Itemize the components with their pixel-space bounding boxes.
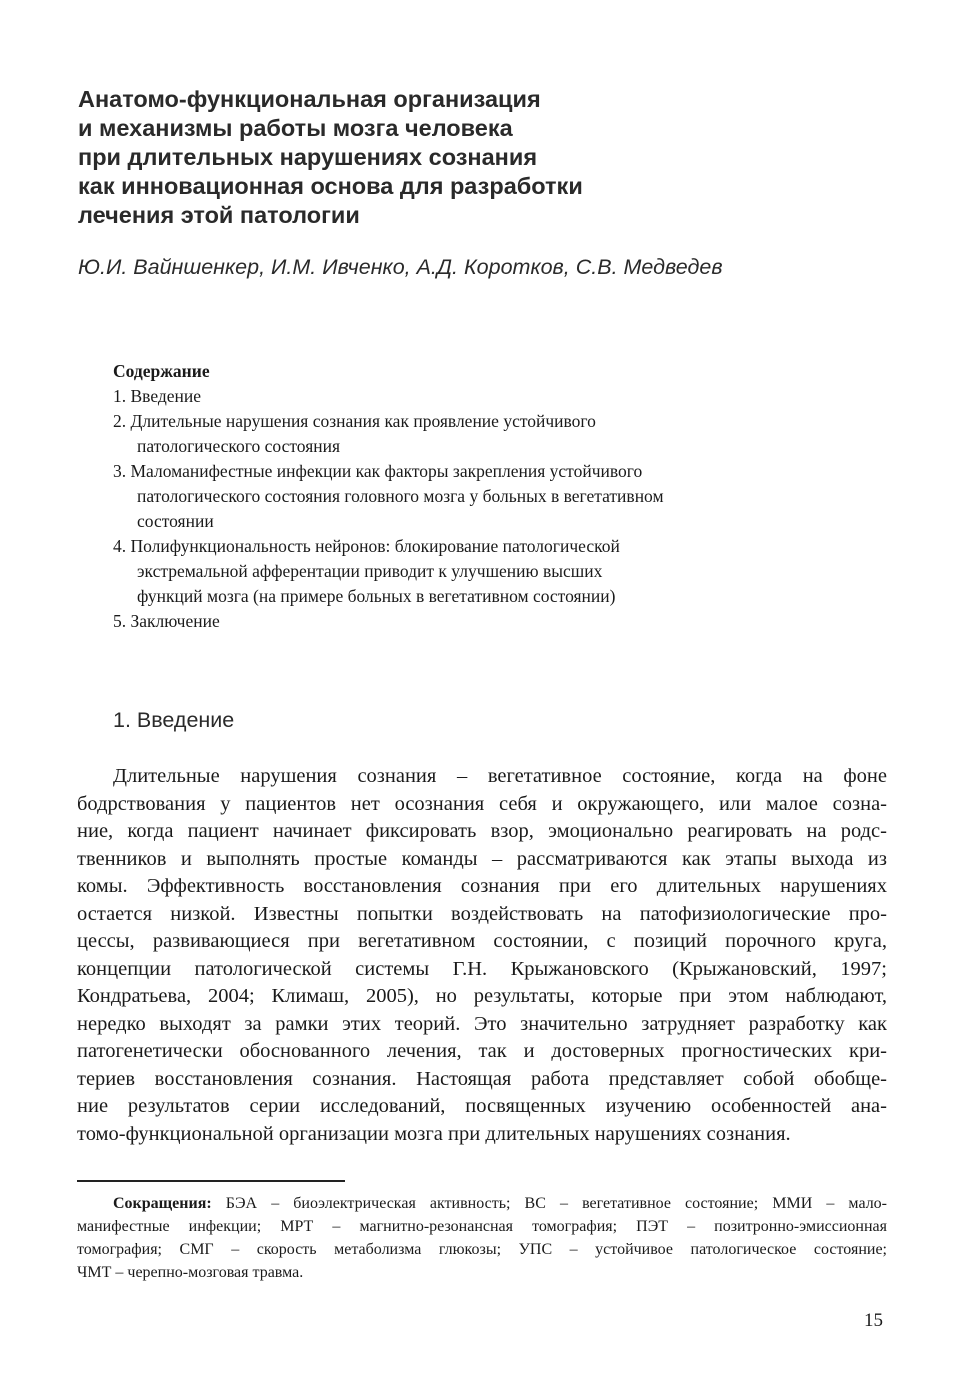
footnote-text: БЭА – биоэлектрическая активность; ВС – вегетативное состояние; ММИ – мало- (211, 1195, 887, 1212)
toc-item: 2. Длительные нарушения сознания как проявление устойчивого (113, 411, 596, 431)
body-line: патогенетически обоснованного лечения, так и достоверных прогностических кри- (77, 1040, 887, 1062)
body-line: териев восстановления сознания. Настоящая работа представляет собой обобще- (77, 1067, 887, 1090)
body-line: комы. Эффективность восстановления сознания при его длительных нарушениях (77, 875, 887, 897)
page-number: 15 (864, 1310, 883, 1331)
toc-item: 3. Маломанифестные инфекции как факторы закрепления устойчивого (113, 461, 643, 481)
footnote-divider (77, 1180, 345, 1182)
body-line: цессы, развивающиеся при вегетативном состоянии, с позиций порочного круга, (77, 930, 887, 952)
body-line: твенников и выполнять простые команды – рассматриваются как этапы выхода из (77, 847, 887, 870)
footnote-line: манифестные инфекции; МРТ – магнитно-резонансная томография; ПЭТ – позитронно-эмиссионная (77, 1218, 887, 1235)
toc-item-continuation: патологического состояния (137, 436, 341, 456)
toc-item: 4. Полифункциональность нейронов: блокирование патологической (113, 536, 620, 556)
title-line: при длительных нарушениях сознания (78, 144, 538, 170)
body-line: Кондратьева, 2004; Климаш, 2005), но результаты, которые при этом наблюдают, (77, 985, 887, 1007)
authors: Ю.И. Вайншенкер, И.М. Ивченко, А.Д. Коротков, С.В. Медведев (78, 255, 723, 279)
title-line: лечения этой патологии (78, 202, 360, 228)
body-paragraph (77, 763, 887, 1148)
toc-item: 5. Заключение (113, 611, 220, 631)
footnote-label: Сокращения: (113, 1195, 212, 1212)
body-line: концепции патологической системы Г.Н. Крыжановского (Крыжановский, 1997; (77, 957, 887, 980)
footnote-line: ЧМТ – черепно-мозговая травма. (77, 1264, 304, 1281)
article-title (78, 85, 583, 230)
toc-item-continuation: экстремальной афферентации приводит к улучшению высших (137, 561, 603, 581)
title-line: и механизмы работы мозга человека (78, 115, 513, 141)
title-line: Анатомо-функциональная организация (78, 86, 541, 112)
footnote-line: томография; СМГ – скорость метаболизма глюкозы; УПС – устойчивое патологическое состояние; (77, 1241, 887, 1258)
table-of-contents (113, 359, 664, 634)
body-line: Длительные нарушения сознания – вегетативное состояние, когда на фоне (113, 765, 887, 787)
body-line: ние, когда пациент начинает фиксировать взор, эмоционально реагировать на родс- (77, 820, 887, 842)
toc-item: 1. Введение (113, 386, 202, 406)
toc-heading: Содержание (113, 361, 210, 381)
toc-item-continuation: патологического состояния головного мозга у больных в вегетативном (137, 486, 664, 506)
toc-item-continuation: функций мозга (на примере больных в вегетативном состоянии) (137, 586, 616, 606)
toc-item-continuation: состоянии (137, 511, 214, 531)
body-line: остается низкой. Известны попытки воздействовать на патофизиологические про- (77, 902, 887, 925)
footnote (77, 1192, 887, 1284)
body-line: ние результатов серии исследований, посвященных изучению особенностей ана- (77, 1095, 887, 1117)
body-line: томо-функциональной организации мозга при длительных нарушениях сознания. (77, 1122, 791, 1145)
section-heading: 1. Введение (113, 708, 235, 732)
footnote-line (77, 1192, 887, 1215)
body-line: бодрствования у пациентов нет осознания себя и окружающего, или малое созна- (77, 792, 887, 815)
title-line: как инновационная основа для разработки (78, 173, 583, 199)
body-line: нередко выходят за рамки этих теорий. Это значительно затрудняет разработку как (77, 1012, 887, 1035)
